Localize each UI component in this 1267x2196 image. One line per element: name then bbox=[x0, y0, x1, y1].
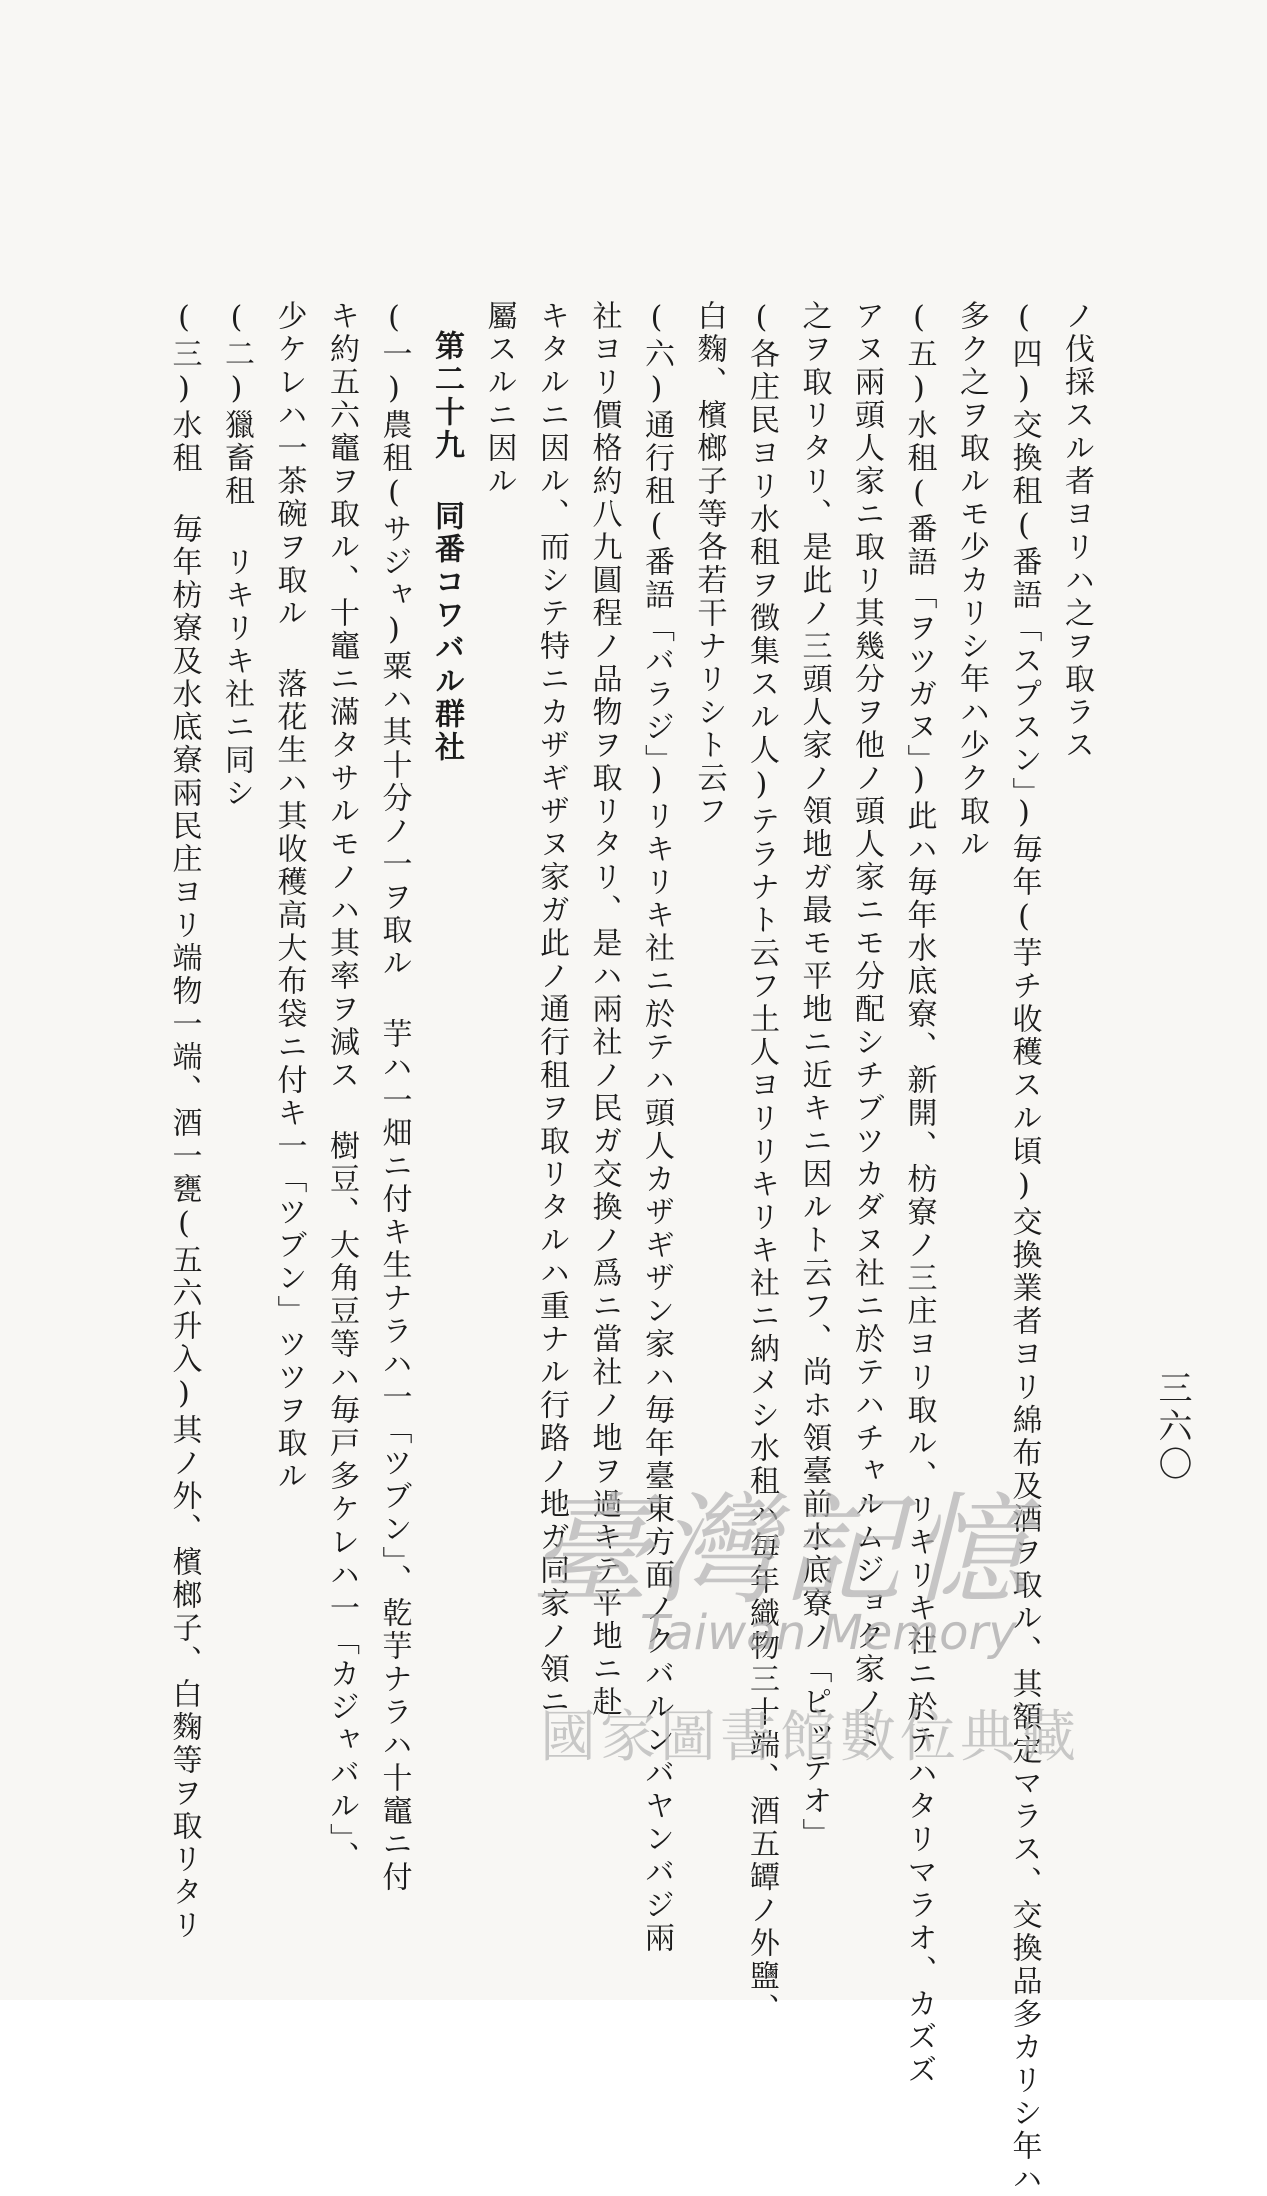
text-line: アヌ兩頭人家ニ取リ其幾分ヲ他ノ頭人家ニモ分配シチブツカダヌ社ニ於テハチャルムジョク家ノミ bbox=[849, 300, 884, 1752]
text-line: 之ヲ取リタリ、是此ノ三頭人家ノ領地ガ最モ平地ニ近キニ因ルト云フ、尚ホ領臺前水底寮ノ「ピッテオ」 bbox=[796, 300, 832, 1851]
text-line: (一)農租(サジャ)粟ハ其十分ノ一ヲ取ル 芋ハ一畑ニ付キ生ナラハ一「ツブン」、乾芋ナラハ十竈ニ付 bbox=[376, 300, 412, 1894]
watermark-chinese: 國家圖書館數位典藏 bbox=[540, 1705, 1080, 1770]
text-line: (六)通行租(番語「バラジ」)リキリキ社ニ於テハ頭人カザギザン家ハ毎年臺東方面ノクバルンバヤンバジ兩 bbox=[639, 300, 674, 1955]
vertical-text-block bbox=[82, 300, 1102, 2196]
text-line: (二)獵畜租 リキリキ社ニ同シ bbox=[219, 300, 254, 810]
text-line: キ約五六竈ヲ取ル、十竈ニ滿タサルモノハ其率ヲ減ス 樹豆、大角豆等ハ毎戸多ケレハ一「カジャバル」、 bbox=[324, 300, 359, 1874]
section-heading: 第二十九 同番コワバル群社 bbox=[429, 330, 464, 764]
page-number: 三六〇 bbox=[1152, 1370, 1192, 1484]
watermark-english: Taiwan Memory bbox=[640, 1605, 1017, 1661]
text-line: 白麴、檳榔子等各若干ナリシト云フ bbox=[691, 300, 727, 828]
text-line: キタルニ因ル、而シテ特ニカザギザヌ家ガ此ノ通行租ヲ取リタルハ重ナル行路ノ地ガ同家ノ領ニ bbox=[534, 300, 569, 1719]
text-line: (各庄民ヨリ水租ヲ徴集スル人)テラナト云フ土人ヨリリキリキ社ニ納メシ水租ハ毎年織物三十端、酒五罈ノ外鹽、 bbox=[744, 300, 779, 2026]
text-line: 少ケレハ一茶碗ヲ取ル 落花生ハ其收穫高大布袋ニ付キ一「ツブン」ツツヲ取ル bbox=[271, 300, 307, 1493]
text-line: ノ伐採スル者ヨリハ之ヲ取ラス bbox=[1059, 300, 1094, 762]
text-line: (三)水租 毎年枋寮及水底寮兩民庄ヨリ端物一端、酒一甕(五六升入)其ノ外、檳榔子、白麴等ヲ取リタリ bbox=[166, 300, 202, 1942]
watermark-logo: 臺灣記憶 bbox=[530, 1482, 1034, 1621]
text-line: 屬スルニ因ル bbox=[481, 300, 517, 498]
text-line: (五)水租(番語「ヲツガヌ」)此ハ毎年水底寮、新開、枋寮ノ三庄ヨリ取ル、リキリキ社ニ於テハタリマラオ、カズズ bbox=[901, 300, 937, 2087]
text-line: (四)交換租(番語「スプスン」)毎年(芋チ收穫スル頃)交換業者ヨリ綿布及酒ヲ取ル、其額定マラス、交換品多カリシ年ハ bbox=[1006, 300, 1042, 2196]
text-line: 多ク之ヲ取ルモ少カリシ年ハ少ク取ル bbox=[954, 300, 989, 861]
text-line: 社ヨリ價格約八九圓程ノ品物ヲ取リタリ、是ハ兩社ノ民ガ交換ノ爲ニ當社ノ地ヲ過キテ平地ニ赴 bbox=[586, 300, 622, 1719]
